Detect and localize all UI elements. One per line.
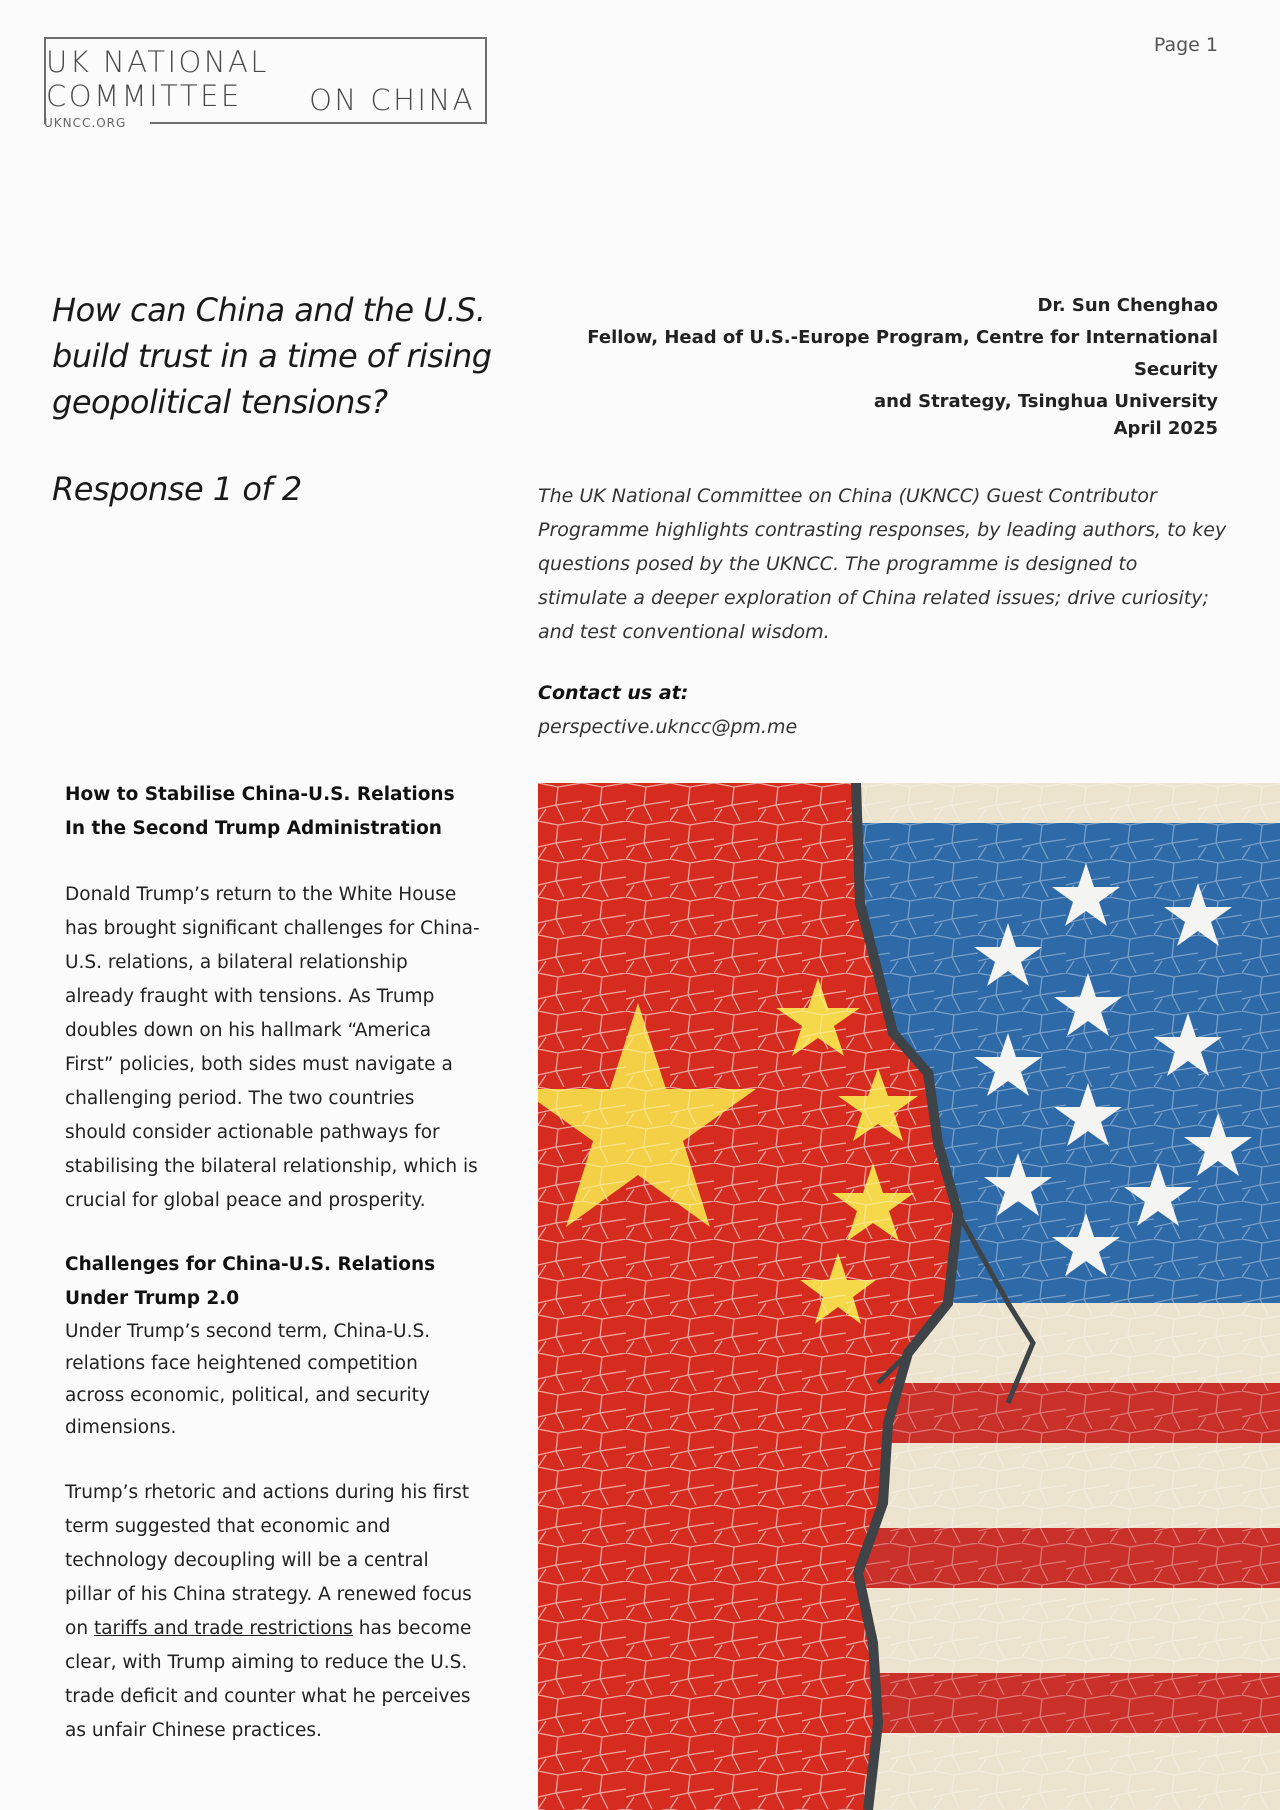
contact-label: Contact us at: <box>538 682 689 704</box>
page-number: Page 1 <box>1153 34 1218 56</box>
contact-email[interactable]: perspective.ukncc@pm.me <box>538 716 798 738</box>
page-title: How can China and the U.S. build trust in a time of rising geopolitical tensions? <box>52 291 492 421</box>
article-heading-2: Challenges for China-U.S. Relations Under Trump 2.0 <box>65 1254 436 1309</box>
article-paragraph-3 <box>65 1476 480 1748</box>
ukncc-logo <box>44 37 487 130</box>
logo-line2: ON CHINA <box>309 83 475 117</box>
article-paragraph-1: Donald Trump’s return to the White House has brought significant challenges for China-U.S. relations, a bilateral relationship already fraught with tensions. As Trump doubles down on his hallmark “America First” policies, both sides must navigate a challenging period. The two countries should consider actionable pathways for stabilising the bilateral relationship, which is crucial for global peace and prosperity. <box>65 884 480 1211</box>
article-heading-1: How to Stabilise China-U.S. Relations In the Second Trump Administration <box>65 784 455 839</box>
author-role-line2: and Strategy, Tsinghua University <box>874 391 1218 412</box>
author-block <box>518 290 1218 418</box>
publication-date: April 2025 <box>1113 418 1218 439</box>
programme-intro: The UK National Committee on China (UKNCC) Guest Contributor Programme highlights contrasting responses, by leading authors, to key questions posed by the UKNCC. The programme is designed to stimulate a deeper exploration of China related issues; drive curiosity; and test conventional wisdom. <box>538 485 1227 643</box>
para3-text-a: Trump’s rhetoric and actions during his first term suggested that economic and technology decoupling will be a central pillar of his China strategy. A renewed focus on <box>65 1482 472 1639</box>
logo-url: UKNCC.ORG <box>44 116 127 130</box>
article-body <box>65 778 480 1748</box>
para3-text-b: has become clear, with Trump aiming to reduce the U.S. trade deficit and counter what he perceives as unfair Chinese practices. <box>65 1618 472 1741</box>
author-name: Dr. Sun Chenghao <box>1037 295 1218 316</box>
response-label: Response 1 of 2 <box>52 470 302 508</box>
china-us-flag-illustration <box>538 783 1280 1810</box>
author-role-line1: Fellow, Head of U.S.-Europe Program, Centre for International Security <box>587 327 1218 380</box>
logo-line1: UK NATIONAL COMMITTEE <box>46 45 270 113</box>
tariffs-link[interactable]: tariffs and trade restrictions <box>93 1618 353 1639</box>
article-paragraph-2: Under Trump’s second term, China-U.S. relations face heightened competition across economic, political, and security dimensions. <box>65 1321 431 1438</box>
flag-mosaic-svg <box>538 783 1280 1810</box>
